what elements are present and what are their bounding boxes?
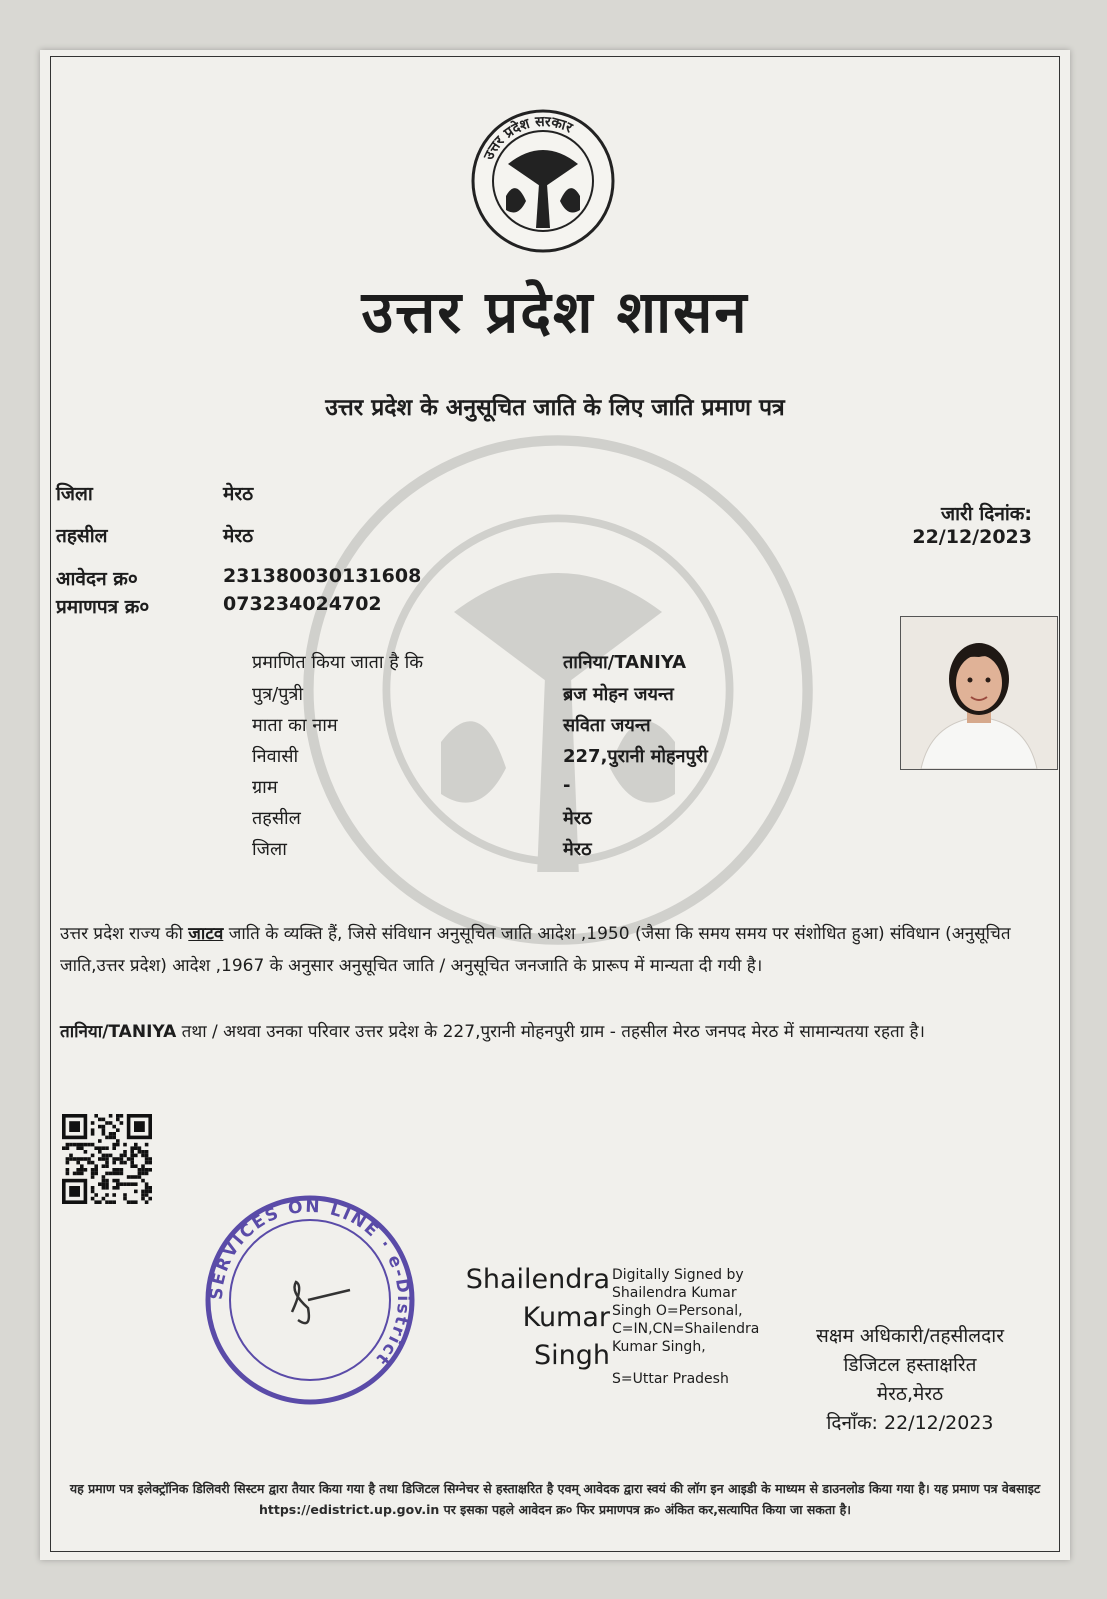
authority-block [790, 1322, 1030, 1438]
resident-value: 227,पुरानी मोहनपुरी [563, 746, 708, 767]
caste-name: जाटव [188, 924, 224, 944]
para2-text: तथा / अथवा उनका परिवार उत्तर प्रदेश के 227,पुरानी मोहनपुरी ग्राम - तहसील मेरठ जनपद मेरठ में सामान्यतया रहता है। [176, 1022, 925, 1042]
ds-line-5: Kumar Singh, [612, 1339, 706, 1355]
ds-line-4: C=IN,CN=Shailendra [612, 1321, 760, 1337]
para1-prefix: उत्तर प्रदेश राज्य की [60, 924, 189, 944]
signer-name-line-3: Singh [533, 1340, 610, 1371]
certificate-no-label: प्रमाणपत्र क्र० [56, 596, 150, 618]
emblem-text: उत्तर प्रदेश सरकार [480, 113, 575, 163]
parent-label: पुत्र/पुत्री [252, 684, 304, 705]
applicant-portrait-icon [901, 617, 1057, 769]
up-government-emblem-icon [468, 106, 618, 256]
certified-that-label: प्रमाणित किया जाता है कि [252, 652, 424, 673]
certificate-sheet [40, 50, 1070, 1560]
handwritten-signature-mark [292, 1282, 350, 1323]
resident-label: निवासी [252, 746, 299, 767]
tehsil-label: तहसील [56, 525, 108, 547]
detail-tehsil-value: मेरठ [563, 808, 592, 829]
para1-suffix: जाति के व्यक्ति हैं, जिसे संविधान अनुसूचित जाति आदेश ,1950 (जैसा कि समय समय पर संशोधित हुआ) संविधान (अनुसूचित जाति,उत्तर प्रदेश) आदेश ,1967 के अनुसार अनुसूचित जाति / अनुसूचित जनजाति के प्रारूप में मान्यता दी गयी है। [60, 924, 1011, 976]
certificate-no-value: 073234024702 [223, 593, 382, 615]
svg-text:SERVICES ON LINE · e-District [207, 1197, 413, 1370]
authority-sign-type: डिजिटल हस्ताक्षरित [843, 1354, 977, 1376]
verification-footer: यह प्रमाण पत्र इलेक्ट्रॉनिक डिलिवरी सिस्टम द्वारा तैयार किया गया है तथा डिजिटल सिग्नेचर से हस्ताक्षरित है एवम् आवेदक द्वारा स्वयं की लॉग इन आइडी के माध्यम से डाउनलोड किया गया है। यह प्रमाण पत्र वेबसाइट https://edistrict.up.gov.in पर इसका पहले आवेदन क्र० फिर प्रमाणपत्र क्र० अंकित कर,सत्यापित किया जा सकता है। [69, 1481, 1041, 1517]
stamp-text: SERVICES ON LINE · e-District [206, 1196, 414, 1370]
certificate-subtitle: उत्तर प्रदेश के अनुसूचित जाति के लिए जाति प्रमाण पत्र [325, 395, 785, 421]
district-label: जिला [56, 483, 93, 505]
page-title: उत्तर प्रदेश शासन [361, 278, 749, 346]
district-value: मेरठ [223, 483, 254, 505]
signer-name-line-1: Shailendra [465, 1264, 610, 1295]
caste-certification-paragraph [60, 918, 1050, 982]
applicant-photo [900, 616, 1058, 770]
digital-signature-details [612, 1266, 759, 1388]
ds-line-1: Digitally Signed by [612, 1267, 744, 1283]
para2-name: तानिया/TANIYA [60, 1022, 177, 1042]
ds-line-7: S=Uttar Pradesh [612, 1371, 729, 1387]
residence-paragraph [60, 1016, 1050, 1048]
application-no-label: आवेदन क्र० [56, 568, 138, 590]
qr-code-icon[interactable] [62, 1114, 152, 1204]
authority-place: मेरठ,मेरठ [876, 1383, 944, 1405]
village-value: - [563, 775, 571, 796]
signer-name-block [450, 1266, 610, 1416]
issue-date-label: जारी दिनांक: [941, 503, 1032, 525]
official-stamp-icon [200, 1190, 420, 1410]
applicant-name-value: तानिया/TANIYA [563, 652, 687, 673]
tehsil-value: मेरठ [223, 525, 254, 547]
village-label: ग्राम [252, 777, 278, 798]
authority-date: दिनाँक: 22/12/2023 [826, 1412, 994, 1434]
authority-designation: सक्षम अधिकारी/तहसीलदार [816, 1325, 1004, 1347]
detail-district-label: जिला [252, 839, 287, 860]
mother-name-label: माता का नाम [252, 715, 338, 736]
detail-tehsil-label: तहसील [252, 808, 301, 829]
application-no-value: 231380030131608 [223, 565, 422, 587]
parent-value: ब्रज मोहन जयन्त [563, 684, 674, 705]
ds-line-3: Singh O=Personal, [612, 1303, 743, 1319]
detail-district-value: मेरठ [563, 839, 592, 860]
issue-date-value: 22/12/2023 [912, 526, 1032, 548]
signer-name-line-2: Kumar [522, 1302, 610, 1333]
mother-name-value: सविता जयन्त [563, 715, 651, 736]
ds-line-6 [612, 1356, 759, 1370]
ds-line-2: Shailendra Kumar [612, 1285, 737, 1301]
